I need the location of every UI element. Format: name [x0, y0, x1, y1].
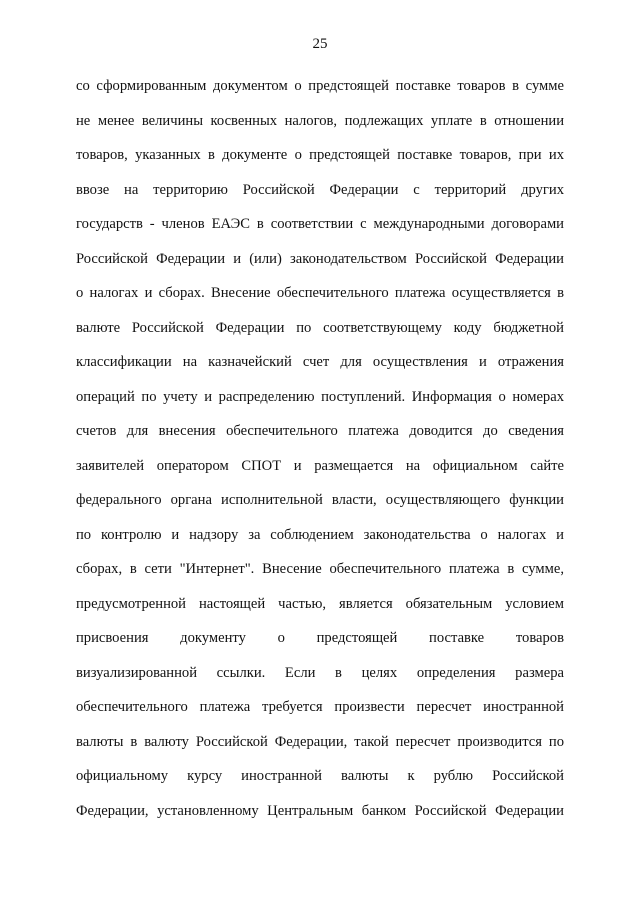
body-text — [76, 74, 564, 833]
text-line: заявителей оператором СПОТ и размещается на официальном сайте — [76, 457, 564, 474]
text-line: присвоения документу о предстоящей поставке товаров — [76, 630, 564, 646]
text-line: валюты в валюту Российской Федерации, такой пересчет производится по — [76, 733, 564, 750]
text-line: визуализированной ссылки. Если в целях определения размера — [76, 664, 564, 681]
text-line: по контролю и надзору за соблюдением законодательства о налогах и — [76, 526, 564, 543]
text-line: Федерации, установленному Центральным банком Российской Федерации — [76, 802, 564, 819]
text-line: федерального органа исполнительной власти, осуществляющего функции — [76, 492, 564, 508]
text-line: классификации на казначейский счет для осуществления и отражения — [76, 354, 564, 370]
text-line: валюте Российской Федерации по соответствующему коду бюджетной — [76, 319, 564, 336]
text-line: не менее величины косвенных налогов, подлежащих уплате в отношении — [76, 112, 564, 129]
text-line: со сформированным документом о предстоящей поставке товаров в сумме — [76, 78, 564, 94]
text-line: товаров, указанных в документе о предстоящей поставке товаров, при их — [76, 147, 564, 163]
text-line: обеспечительного платежа требуется произвести пересчет иностранной — [76, 699, 564, 715]
text-line: предусмотренной настоящей частью, является обязательным условием — [76, 595, 564, 612]
text-line: Российской Федерации и (или) законодательством Российской Федерации — [76, 250, 564, 267]
text-line: операций по учету и распределению поступлений. Информация о номерах — [76, 388, 564, 405]
page-number: 25 — [312, 36, 328, 52]
text-line: ввозе на территорию Российской Федерации с территорий других — [76, 181, 564, 198]
text-line: государств - членов ЕАЭС в соответствии с международными договорами — [76, 216, 564, 232]
text-line: официальному курсу иностранной валюты к рублю Российской — [76, 768, 564, 784]
text-line: счетов для внесения обеспечительного платежа доводится до сведения — [76, 423, 564, 439]
text-line: сборах, в сети "Интернет". Внесение обеспечительного платежа в сумме, — [76, 561, 564, 577]
text-line: о налогах и сборах. Внесение обеспечительного платежа осуществляется в — [76, 285, 564, 301]
